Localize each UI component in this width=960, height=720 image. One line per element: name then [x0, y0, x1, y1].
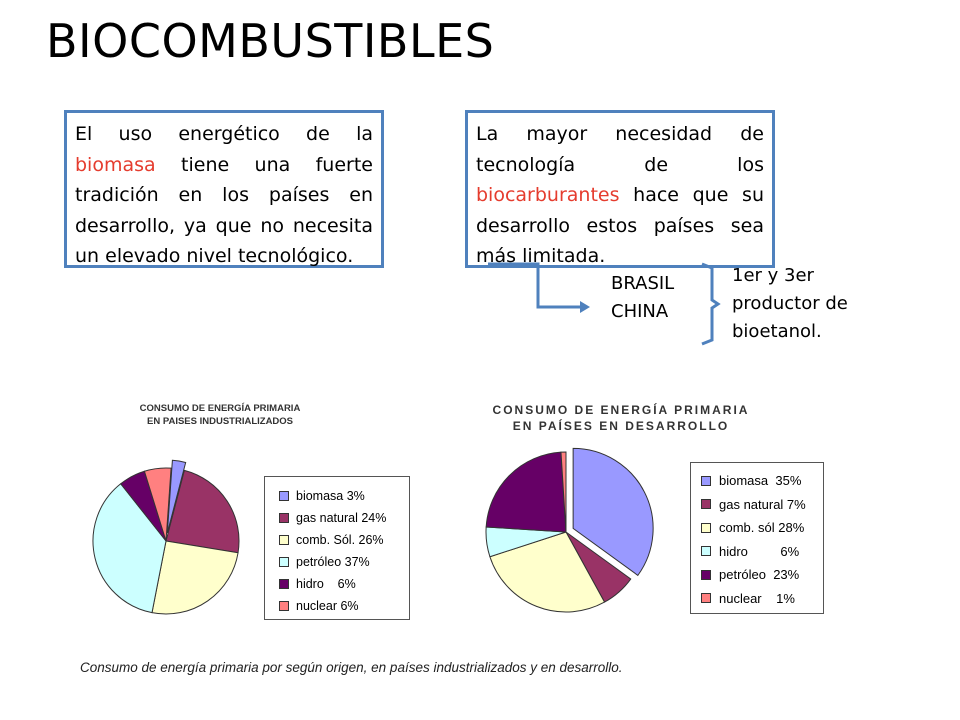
chart-title-line: CONSUMO DE ENERGÍA PRIMARIA: [139, 403, 301, 414]
legend-swatch: [701, 570, 711, 580]
legend-label: biomasa 35%: [719, 473, 802, 489]
legend-item: [701, 493, 823, 517]
biofuels-text-part: hace que su desarrollo estos países sea más limitada.: [476, 184, 764, 267]
legend-label: biomasa 3%: [296, 489, 365, 503]
pie-slice-4: [486, 452, 566, 532]
page-title: BIOCOMBUSTIBLES: [46, 14, 495, 68]
figure-caption: Consumo de energía primaria por según origen, en países industrializados y en desarrollo.: [80, 660, 623, 675]
legend-label: nuclear 6%: [296, 599, 359, 613]
chart-developing-legend: [690, 462, 824, 614]
legend-swatch: [701, 523, 711, 533]
legend-swatch: [701, 476, 711, 486]
legend-item: [701, 516, 823, 540]
legend-label: gas natural 7%: [719, 496, 806, 512]
legend-label: hidro 6%: [296, 577, 356, 591]
legend-label: petróleo 23%: [719, 567, 800, 583]
biomass-highlight: biomasa: [75, 153, 156, 176]
legend-item: [701, 587, 823, 611]
legend-swatch: [701, 593, 711, 603]
biofuels-text-part: La mayor necesidad de tecnología de los: [476, 123, 764, 176]
chart-title-line: CONSUMO DE ENERGÍA PRIMARIA: [492, 403, 750, 417]
legend-swatch: [701, 499, 711, 509]
country-china: CHINA: [611, 301, 669, 322]
legend-swatch: [701, 546, 711, 556]
legend-item: [701, 540, 823, 564]
biofuels-highlight: biocarburantes: [476, 184, 620, 206]
legend-item: [701, 563, 823, 587]
legend-label: nuclear 1%: [719, 590, 795, 606]
producer-note-line: 1er y 3er: [732, 265, 814, 286]
producer-note-line: bioetanol.: [732, 321, 822, 342]
chart-title-line: EN PAISES INDUSTRIALIZADOS: [146, 416, 294, 427]
chart-title-line: EN PAÍSES EN DESARROLLO: [512, 419, 730, 433]
biomass-text-part: El uso energético de la: [75, 123, 373, 145]
legend-item: [701, 469, 823, 493]
biomass-text-part: tiene una fuerte tradición en los países en desarrollo, ya que no necesita un elevado nivel tecnológico.: [75, 153, 373, 267]
legend-label: comb. Sól. 26%: [296, 533, 384, 547]
legend-label: hidro 6%: [719, 543, 800, 559]
legend-label: comb. sól 28%: [719, 520, 805, 536]
legend-label: petróleo 37%: [296, 555, 370, 569]
legend-label: gas natural 24%: [296, 511, 387, 525]
country-brasil: BRASIL: [611, 273, 675, 294]
producer-note-line: productor de: [732, 293, 848, 314]
